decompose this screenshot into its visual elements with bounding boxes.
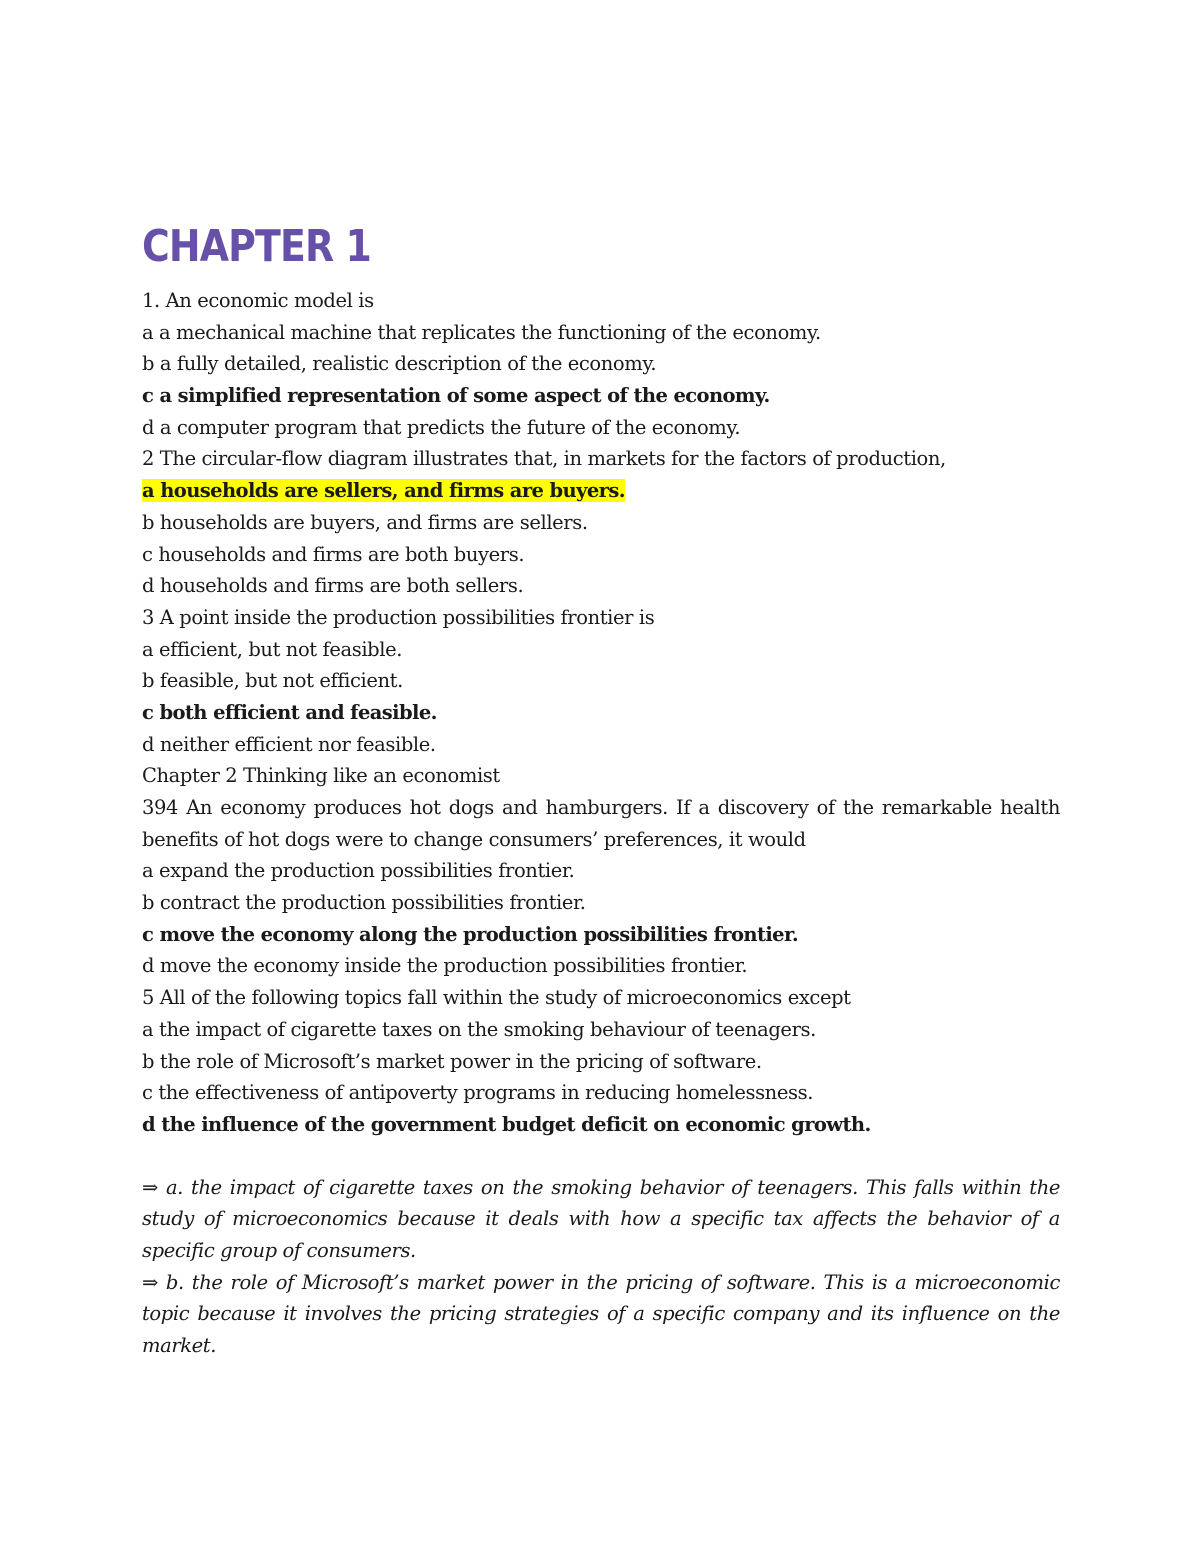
q3-stem: 3 A point inside the production possibilities frontier is (142, 605, 655, 629)
q4-option-d: d move the economy inside the production possibilities frontier. (142, 954, 748, 978)
q5-stem: 5 All of the following topics fall within the study of microeconomics except (142, 986, 851, 1010)
spacer (142, 1141, 1060, 1172)
q4-option-b: b contract the production possibilities frontier. (142, 891, 586, 915)
q5-option-d-answer: d the influence of the government budget deficit on economic growth. (142, 1112, 871, 1136)
q2-stem: 2 The circular-flow diagram illustrates that, in markets for the factors of production, (142, 447, 946, 471)
q5-option-c: c the effectiveness of antipoverty programs in reducing homelessness. (142, 1081, 813, 1105)
q3-option-d: d neither efficient nor feasible. (142, 732, 436, 756)
document-body (142, 222, 1060, 1362)
q1-stem: 1. An economic model is (142, 289, 374, 312)
chapter2-heading: Chapter 2 Thinking like an economist (142, 764, 500, 788)
q3-option-a: a efficient, but not feasible. (142, 637, 403, 661)
q4-stem: 394 An economy produces hot dogs and hamburgers. If a discovery of the remarkable health benefits of hot dogs were to change consumers’ preferences, it would (142, 796, 1060, 851)
q1-option-b: b a fully detailed, realistic description of the economy. (142, 352, 657, 376)
explanation-b: ⇒ b. the role of Microsoft’s market power in the pricing of software. This is a microeconomic topic because it involves the pricing strategies of a specific company and its influence on the market. (142, 1270, 1060, 1358)
q5-option-b: b the role of Microsoft’s market power in the pricing of software. (142, 1049, 762, 1073)
q2-option-a-answer (142, 475, 1060, 507)
q2-option-c: c households and firms are both buyers. (142, 542, 525, 566)
q1-option-c-answer: c a simplified representation of some aspect of the economy. (142, 384, 770, 408)
highlight: a households are sellers, and firms are buyers. (142, 479, 625, 503)
q1-option-d: d a computer program that predicts the future of the economy. (142, 415, 741, 439)
explanation-a: ⇒ a. the impact of cigarette taxes on the smoking behavior of teenagers. This falls within the study of microeconomics because it deals with how a specific tax affects the behavior of a specific group of consumers. (142, 1175, 1060, 1262)
q4-option-a: a expand the production possibilities frontier. (142, 859, 575, 883)
q4-option-c-answer: c move the economy along the production possibilities frontier. (142, 922, 799, 946)
q2-option-d: d households and firms are both sellers. (142, 574, 524, 598)
q1-option-a: a a mechanical machine that replicates the functioning of the economy. (142, 320, 821, 344)
q3-option-b: b feasible, but not efficient. (142, 669, 403, 693)
chapter-title: CHAPTER 1 (142, 221, 372, 272)
q3-option-c-answer: c both efficient and feasible. (142, 700, 437, 724)
q5-option-a: a the impact of cigarette taxes on the smoking behaviour of teenagers. (142, 1017, 816, 1041)
q2-option-b: b households are buyers, and firms are sellers. (142, 510, 588, 534)
